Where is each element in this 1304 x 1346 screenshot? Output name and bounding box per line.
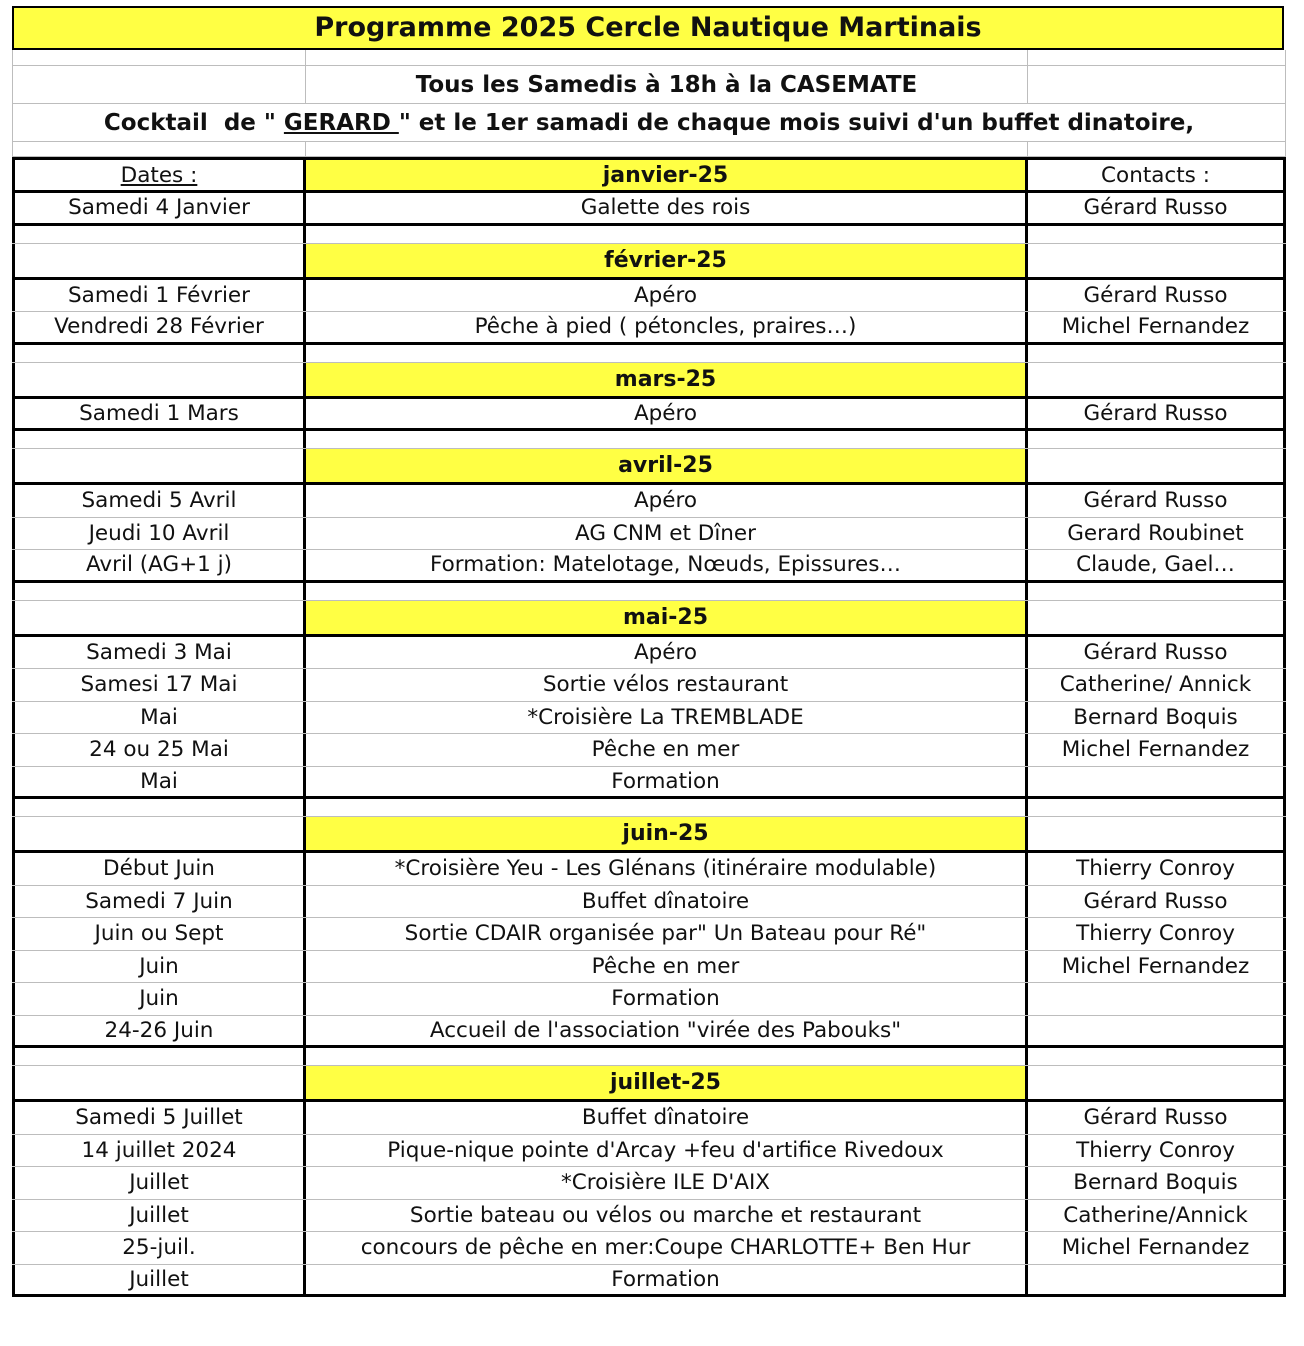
cell	[306, 345, 1028, 362]
contact-cell: Catherine/Annick	[1028, 1200, 1286, 1232]
month-header: février-25	[306, 244, 1028, 277]
contact-cell: Thierry Conroy	[1028, 853, 1286, 885]
cell	[12, 449, 306, 482]
date-cell: 24-26 Juin	[12, 1016, 306, 1046]
event-cell: Formation	[306, 1265, 1028, 1295]
contact-cell: Michel Fernandez	[1028, 1232, 1286, 1264]
month-row	[12, 1066, 1286, 1102]
table-row	[12, 550, 1286, 583]
spacer-row	[12, 583, 1286, 601]
contact-cell: Bernard Boquis	[1028, 702, 1286, 734]
cell	[12, 345, 306, 362]
table-row	[12, 1167, 1286, 1200]
month-header: juin-25	[306, 817, 1028, 850]
cell	[1028, 142, 1286, 156]
date-cell: 25-juil.	[12, 1232, 306, 1264]
spacer-row	[12, 431, 1286, 449]
event-cell: Formation	[306, 767, 1028, 797]
cell	[12, 50, 306, 65]
table-row	[12, 518, 1286, 551]
page-title: Programme 2025 Cercle Nautique Martinais	[12, 6, 1284, 50]
table-row	[12, 886, 1286, 919]
cell	[1028, 799, 1286, 816]
contact-cell	[1028, 767, 1286, 797]
table-row	[12, 853, 1286, 886]
contact-cell: Gérard Russo	[1028, 485, 1286, 517]
event-cell: Apéro	[306, 637, 1028, 669]
month-row	[12, 817, 1286, 853]
month-header: mars-25	[306, 363, 1028, 396]
date-cell: Samedi 3 Mai	[12, 637, 306, 669]
month-row	[12, 449, 1286, 485]
header-row	[12, 157, 1286, 193]
cocktail-prefix: Cocktail de "	[103, 109, 284, 136]
contact-cell	[1028, 983, 1286, 1015]
subtitle: Tous les Samedis à 18h à la CASEMATE	[306, 66, 1028, 103]
contact-cell: Claude, Gael…	[1028, 550, 1286, 580]
cell	[306, 583, 1028, 600]
event-cell: Sortie vélos restaurant	[306, 669, 1028, 701]
table-row	[12, 399, 1286, 432]
month-row	[12, 363, 1286, 399]
table-row	[12, 193, 1286, 226]
cell	[1028, 244, 1286, 277]
cell	[12, 583, 306, 600]
contact-cell: Thierry Conroy	[1028, 1135, 1286, 1167]
table-row	[12, 1265, 1286, 1298]
cell	[12, 431, 306, 448]
event-cell: Buffet dînatoire	[306, 1102, 1028, 1134]
date-cell: Samedi 4 Janvier	[12, 193, 306, 223]
cell	[306, 50, 1028, 65]
contacts-header: Contacts :	[1028, 160, 1286, 190]
table-row	[12, 951, 1286, 984]
date-cell: Jeudi 10 Avril	[12, 518, 306, 550]
event-cell: Sortie bateau ou vélos ou marche et restaurant	[306, 1200, 1028, 1232]
date-cell: Samesi 17 Mai	[12, 669, 306, 701]
contact-cell: Gerard Roubinet	[1028, 518, 1286, 550]
cell	[1028, 50, 1286, 65]
table-row	[12, 1232, 1286, 1265]
table-row	[12, 1102, 1286, 1135]
date-cell: 14 juillet 2024	[12, 1135, 306, 1167]
event-cell: Pique-nique pointe d'Arcay +feu d'artifice Rivedoux	[306, 1135, 1028, 1167]
date-cell: Mai	[12, 767, 306, 797]
date-cell: Samedi 7 Juin	[12, 886, 306, 918]
subtitle-row	[12, 66, 1286, 104]
event-cell: *Croisière ILE D'AIX	[306, 1167, 1028, 1199]
contact-cell: Gérard Russo	[1028, 1102, 1286, 1134]
cocktail-row	[12, 104, 1286, 142]
spacer-row	[12, 345, 1286, 363]
contact-cell	[1028, 1265, 1286, 1295]
table-row	[12, 767, 1286, 800]
month-header: juillet-25	[306, 1066, 1028, 1099]
table-row	[12, 669, 1286, 702]
date-cell: 24 ou 25 Mai	[12, 734, 306, 766]
contact-cell: Gérard Russo	[1028, 193, 1286, 223]
cell	[1028, 345, 1286, 362]
table-row	[12, 312, 1286, 345]
event-cell: *Croisière Yeu - Les Glénans (itinéraire modulable)	[306, 853, 1028, 885]
schedule-table	[12, 50, 1286, 1297]
table-row	[12, 983, 1286, 1016]
date-cell: Samedi 1 Février	[12, 280, 306, 312]
table-row	[12, 918, 1286, 951]
table-row	[12, 702, 1286, 735]
cell	[12, 363, 306, 396]
cocktail-name: GERARD	[283, 109, 399, 136]
cell	[306, 1048, 1028, 1065]
date-cell: Avril (AG+1 j)	[12, 550, 306, 580]
event-cell: Apéro	[306, 485, 1028, 517]
event-cell: concours de pêche en mer:Coupe CHARLOTTE+ Ben Hur	[306, 1232, 1028, 1264]
event-cell: Apéro	[306, 280, 1028, 312]
date-cell: Samedi 1 Mars	[12, 399, 306, 429]
date-cell: Mai	[12, 702, 306, 734]
cell	[1028, 226, 1286, 243]
spacer-row	[12, 50, 1286, 66]
cell	[306, 431, 1028, 448]
contact-cell: Catherine/ Annick	[1028, 669, 1286, 701]
event-cell: *Croisière La TREMBLADE	[306, 702, 1028, 734]
cell	[12, 226, 306, 243]
table-row	[12, 734, 1286, 767]
cell	[1028, 431, 1286, 448]
spacer-row	[12, 142, 1286, 157]
month-header: janvier-25	[306, 160, 1028, 190]
cell	[1028, 817, 1286, 850]
date-cell: Samedi 5 Avril	[12, 485, 306, 517]
date-cell: Juin	[12, 951, 306, 983]
cell	[306, 142, 1028, 156]
contact-cell: Michel Fernandez	[1028, 951, 1286, 983]
date-cell: Juillet	[12, 1200, 306, 1232]
date-cell: Juin ou Sept	[12, 918, 306, 950]
table-row	[12, 1200, 1286, 1233]
cell	[1028, 1048, 1286, 1065]
cell	[1028, 583, 1286, 600]
spacer-row	[12, 226, 1286, 244]
cell	[306, 799, 1028, 816]
event-cell: Pêche à pied ( pétoncles, praires…)	[306, 312, 1028, 342]
cell	[1028, 66, 1286, 103]
contact-cell: Thierry Conroy	[1028, 918, 1286, 950]
cell	[12, 799, 306, 816]
event-cell: Pêche en mer	[306, 734, 1028, 766]
month-header: avril-25	[306, 449, 1028, 482]
cell	[12, 601, 306, 634]
cell	[12, 817, 306, 850]
event-cell: Accueil de l'association "virée des Pabouks"	[306, 1016, 1028, 1046]
event-cell: Formation: Matelotage, Nœuds, Epissures…	[306, 550, 1028, 580]
table-row	[12, 1135, 1286, 1168]
contact-cell: Michel Fernandez	[1028, 734, 1286, 766]
cocktail-note	[12, 104, 1286, 141]
date-cell: Juillet	[12, 1265, 306, 1295]
date-cell: Juillet	[12, 1167, 306, 1199]
table-row	[12, 485, 1286, 518]
spacer-row	[12, 799, 1286, 817]
date-cell: Vendredi 28 Février	[12, 312, 306, 342]
contact-cell: Gérard Russo	[1028, 886, 1286, 918]
table-row	[12, 280, 1286, 313]
table-body	[12, 193, 1286, 1297]
cell	[1028, 601, 1286, 634]
event-cell: Formation	[306, 983, 1028, 1015]
event-cell: Buffet dînatoire	[306, 886, 1028, 918]
dates-header: Dates :	[12, 160, 306, 190]
event-cell: Galette des rois	[306, 193, 1028, 223]
contact-cell: Gérard Russo	[1028, 637, 1286, 669]
event-cell: Sortie CDAIR organisée par" Un Bateau pour Ré"	[306, 918, 1028, 950]
cell	[1028, 449, 1286, 482]
event-cell: AG CNM et Dîner	[306, 518, 1028, 550]
spacer-row	[12, 1048, 1286, 1066]
table-row	[12, 637, 1286, 670]
event-cell: Apéro	[306, 399, 1028, 429]
date-cell: Début Juin	[12, 853, 306, 885]
cell	[1028, 1066, 1286, 1099]
cell	[12, 142, 306, 156]
date-cell: Samedi 5 Juillet	[12, 1102, 306, 1134]
cell	[12, 1066, 306, 1099]
event-cell: Pêche en mer	[306, 951, 1028, 983]
cell	[1028, 363, 1286, 396]
cell	[12, 244, 306, 277]
table-row	[12, 1016, 1286, 1049]
cocktail-suffix: " et le 1er samadi de chaque mois suivi d'un buffet dinatoire,	[398, 109, 1195, 136]
contact-cell: Michel Fernandez	[1028, 312, 1286, 342]
month-row	[12, 244, 1286, 280]
date-cell: Juin	[12, 983, 306, 1015]
cell	[12, 1048, 306, 1065]
contact-cell: Gérard Russo	[1028, 280, 1286, 312]
month-header: mai-25	[306, 601, 1028, 634]
contact-cell: Gérard Russo	[1028, 399, 1286, 429]
contact-cell: Bernard Boquis	[1028, 1167, 1286, 1199]
cell	[12, 66, 306, 103]
cell	[306, 226, 1028, 243]
month-row	[12, 601, 1286, 637]
contact-cell	[1028, 1016, 1286, 1046]
